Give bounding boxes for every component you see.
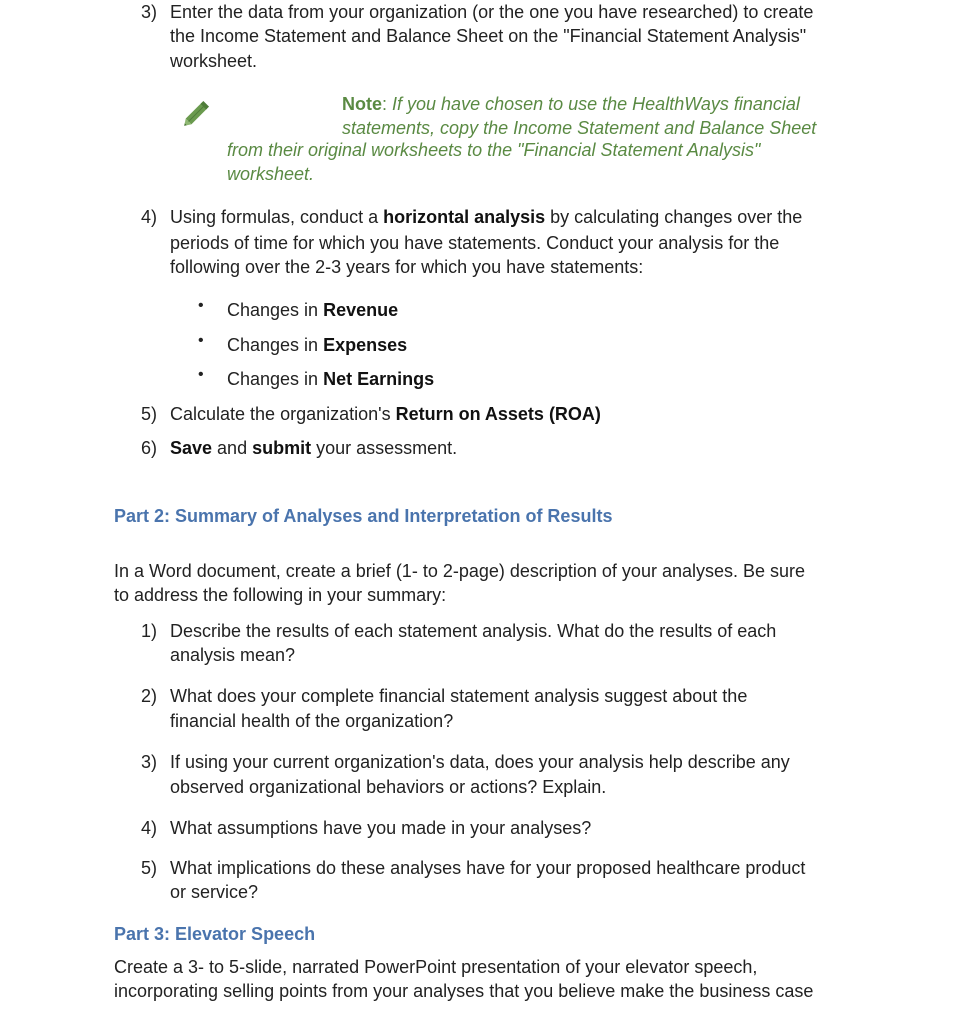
step-6-mid: and: [212, 438, 253, 458]
part-3-line-1: Create a 3- to 5-slide, narrated PowerPoint presentation of your elevator speech,: [114, 957, 758, 977]
part-2-item-5-line-2: or service?: [170, 882, 259, 902]
note-colon: :: [382, 94, 393, 114]
part-2-item-2-line-1: What does your complete financial statement analysis suggest about the: [170, 686, 748, 706]
step-6-post: your assessment.: [311, 438, 458, 458]
bullet-marker: •: [198, 332, 204, 349]
step-5-line: [170, 402, 601, 426]
note-line-1: [342, 93, 800, 116]
bullet-bold: Net Earnings: [323, 369, 435, 389]
step-3-line-2: the Income Statement and Balance Sheet on the "Financial Statement Analysis": [170, 26, 807, 46]
step-4-line-1-post: by calculating changes over the: [545, 207, 803, 227]
step-6-number: 6): [141, 438, 158, 458]
part-2-item-1-line-2: analysis mean?: [170, 645, 296, 665]
step-3-line-1: Enter the data from your organization (or the one you have researched) to create: [170, 2, 814, 22]
note-line-2: statements, copy the Income Statement and Balance Sheet: [342, 118, 817, 138]
part-2-item-2-line-2: financial health of the organization?: [170, 711, 454, 731]
note-line-3: from their original worksheets to the "Financial Statement Analysis": [227, 140, 761, 160]
part-2-item-4-line-1: What assumptions have you made in your analyses?: [170, 818, 592, 838]
bullet-marker: •: [198, 366, 204, 383]
bullet-item-net-earnings: [227, 367, 434, 391]
part-2-item-1-number: 1): [141, 621, 158, 641]
step-3-line-3: worksheet.: [170, 51, 258, 71]
bullet-bold: Revenue: [323, 300, 399, 320]
bullet-text: Changes in: [227, 369, 324, 389]
note-text-1: If you have chosen to use the HealthWays financial: [392, 94, 800, 114]
step-6-submit: submit: [252, 438, 312, 458]
part-2-heading: Part 2: Summary of Analyses and Interpretation of Results: [114, 506, 613, 526]
bullet-item-expenses: [227, 333, 407, 357]
step-3-number: 3): [141, 2, 158, 22]
part-2-item-3-line-1: If using your current organization's data, does your analysis help describe any: [170, 752, 790, 772]
part-2-intro-line-1: In a Word document, create a brief (1- to 2-page) description of your analyses. Be sure: [114, 561, 806, 581]
bullet-bold: Expenses: [323, 335, 408, 355]
pencil-icon: [180, 96, 214, 130]
step-4-line-3: following over the 2-3 years for which you have statements:: [170, 257, 644, 277]
part-2-item-5-number: 5): [141, 858, 158, 878]
part-2-item-4-number: 4): [141, 818, 158, 838]
part-2-intro-line-2: to address the following in your summary:: [114, 585, 447, 605]
bullet-text: Changes in: [227, 335, 324, 355]
bullet-item-revenue: [227, 298, 398, 322]
bullet-marker: •: [198, 297, 204, 314]
step-5-text: Calculate the organization's: [170, 404, 396, 424]
note-line-4: worksheet.: [227, 164, 315, 184]
note-label: Note: [342, 94, 382, 114]
step-4-bold-term: horizontal analysis: [383, 207, 546, 227]
part-2-item-2-number: 2): [141, 686, 158, 706]
step-5-number: 5): [141, 404, 158, 424]
step-4-line-1-pre: Using formulas, conduct a: [170, 207, 384, 227]
part-2-item-3-number: 3): [141, 752, 158, 772]
part-2-item-1-line-1: Describe the results of each statement analysis. What do the results of each: [170, 621, 777, 641]
step-5-bold-term: Return on Assets (ROA): [395, 404, 601, 424]
part-2-item-5-line-1: What implications do these analyses have for your proposed healthcare product: [170, 858, 806, 878]
step-4-number: 4): [141, 207, 158, 227]
part-3-line-2: incorporating selling points from your analyses that you believe make the business case: [114, 981, 814, 1001]
part-3-heading: Part 3: Elevator Speech: [114, 924, 316, 944]
step-6-save: Save: [170, 438, 213, 458]
step-4-line-1: [170, 205, 802, 229]
part-2-item-3-line-2: observed organizational behaviors or actions? Explain.: [170, 777, 607, 797]
bullet-text: Changes in: [227, 300, 324, 320]
step-4-line-2: periods of time for which you have statements. Conduct your analysis for the: [170, 233, 780, 253]
step-6-line: [170, 436, 457, 460]
